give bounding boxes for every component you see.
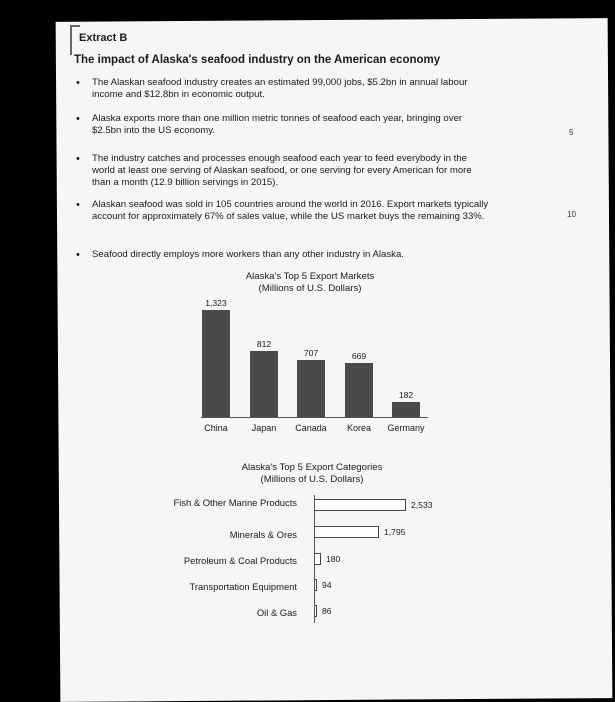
extract-heading: The impact of Alaska's seafood industry on the American economy (74, 54, 441, 66)
chart1-value-label: 182 (398, 390, 414, 400)
bullet-3: • The industry catches and processes enough seafood each year to feed everybody in the world at least one serving of Alaskan seafood, or one serving for every American for more than a month (12.9 billion servings in 2015). (92, 153, 492, 189)
chart2-bar (314, 553, 321, 565)
extract-label: Extract B (79, 32, 128, 44)
chart2-title-text: Alaska's Top 5 Export Categories (241, 462, 383, 473)
chart2-category-label: Fish & Other Marine Products (173, 497, 297, 508)
chart2-bar (314, 499, 406, 511)
chart2-value-label: 2,533 (411, 500, 433, 510)
chart1-value-label: 669 (351, 351, 367, 361)
chart1-bar-korea (345, 363, 373, 417)
bullet-2: • Alaska exports more than one million metric tonnes of seafood each year, bringing over $2.5bn into the US economy. (92, 113, 492, 137)
bullet-4: • Alaskan seafood was sold in 105 countries around the world in 2016. Export markets typically account for approximately 67% of sales value, while the US market buys the remaining 33%. (92, 199, 492, 223)
line-number-10: 10 (567, 210, 576, 219)
chart1-value-label: 1,323 (205, 298, 227, 308)
corner-mark (70, 25, 80, 27)
chart2-title (222, 462, 402, 486)
chart1-value-label: 812 (256, 339, 272, 349)
chart1-bar-canada (297, 360, 325, 417)
line-number-5: 5 (569, 128, 574, 137)
chart1-category-label: Korea (346, 423, 372, 433)
chart1-bar-japan (250, 351, 278, 417)
chart2-value-label: 1,795 (384, 527, 406, 537)
chart1-x-axis (201, 417, 428, 418)
chart1-bar-germany (392, 402, 420, 417)
chart1-category-label: Japan (251, 423, 277, 433)
chart2-y-axis (314, 495, 315, 623)
bullet-1: • The Alaskan seafood industry creates an estimated 99,000 jobs, $5.2bn in annual labour income and $12.8bn in economic output. (92, 77, 492, 101)
chart1-title-text: Alaska's Top 5 Export Markets (245, 271, 375, 282)
chart1-subtitle: (Millions of U.S. Dollars) (258, 283, 362, 294)
chart1-category-label: China (204, 423, 228, 433)
chart1-bar-china (202, 310, 230, 417)
chart2-value-label: 86 (322, 606, 332, 616)
chart2-value-label: 180 (326, 554, 341, 564)
chart2-value-label: 94 (322, 580, 332, 590)
chart2-category-label: Petroleum & Coal Products (183, 555, 297, 566)
corner-mark (70, 25, 72, 55)
bullet-5: • Seafood directly employs more workers than any other industry in Alaska. (92, 249, 492, 261)
chart2-category-label: Transportation Equipment (189, 581, 297, 592)
chart2-category-label: Oil & Gas (256, 607, 297, 618)
chart2-subtitle: (Millions of U.S. Dollars) (260, 474, 364, 485)
chart1-category-label: Canada (295, 423, 327, 433)
chart1-title (220, 271, 400, 295)
chart2-category-label: Minerals & Ores (229, 529, 297, 540)
chart1-value-label: 707 (303, 348, 319, 358)
chart2-bar (314, 526, 379, 538)
chart1-category-label: Germany (387, 423, 425, 433)
